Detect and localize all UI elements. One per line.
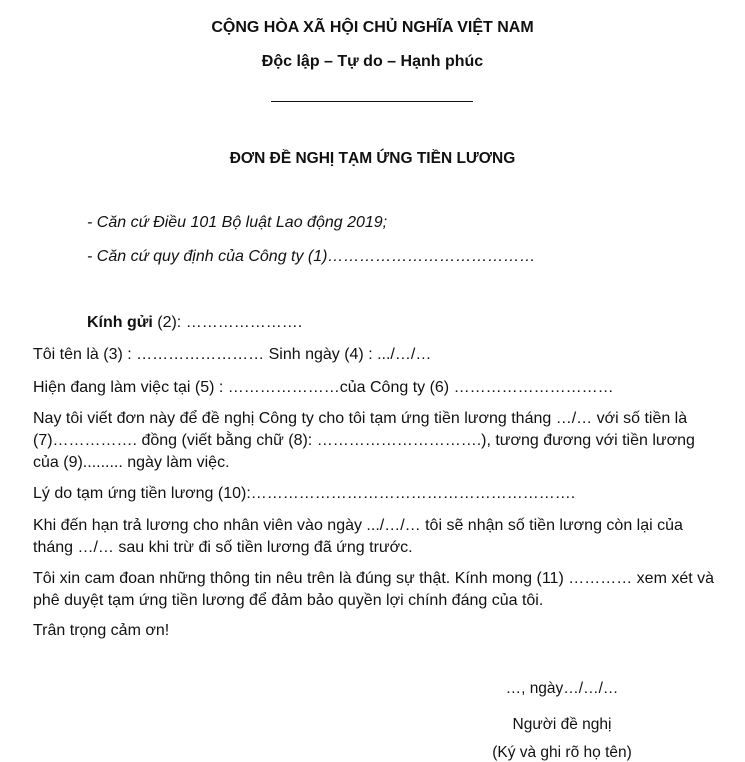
repayment-paragraph: Khi đến hạn trả lương cho nhân viên vào ngày .../…/… tôi sẽ nhận số tiền lương còn lại của tháng …/… sau khi trừ đi số tiền lương đã ứng trước.	[33, 517, 683, 556]
document-title: ĐƠN ĐỀ NGHỊ TẠM ỨNG TIỀN LƯƠNG	[229, 150, 516, 167]
legal-basis-1: - Căn cứ Điều 101 Bộ luật Lao động 2019;	[87, 214, 388, 231]
recipient-line	[87, 314, 302, 332]
recipient-value: (2): ………………….	[152, 314, 303, 331]
recipient-label: Kính gửi	[87, 314, 153, 331]
signature-note: (Ký và ghi rõ họ tên)	[492, 743, 632, 761]
motto-heading: Độc lập – Tự do – Hạnh phúc	[261, 53, 484, 70]
signature-role: Người đề nghị	[512, 715, 612, 733]
applicant-name-line: Tôi tên là (3) : …………………… Sinh ngày (4) : .../…/…	[33, 346, 432, 363]
header-divider	[271, 101, 473, 102]
legal-basis-2: - Căn cứ quy định của Công ty (1)…………………………………	[87, 248, 536, 265]
thanks-line: Trân trọng cảm ơn!	[33, 622, 170, 639]
advance-request-paragraph: Nay tôi viết đơn này để đề nghị Công ty cho tôi tạm ứng tiền lương tháng …/… với số tiền là (7)……………. đồng (viết bằng chữ (8): ………………………….), tương đương với tiền lương của (9)......... ngày làm việc.	[33, 410, 695, 471]
workplace-line: Hiện đang làm việc tại (5) : …………………của Công ty (6) …………………………	[33, 379, 614, 396]
reason-line: Lý do tạm ứng tiền lương (10):…………………………………………………….	[33, 485, 576, 502]
nation-heading: CỘNG HÒA XÃ HỘI CHỦ NGHĨA VIỆT NAM	[211, 19, 534, 36]
pledge-paragraph: Tôi xin cam đoan những thông tin nêu trên là đúng sự thật. Kính mong (11) ………… xem xét và phê duyệt tạm ứng tiền lương để đảm bảo quyền lợi chính đáng của tôi.	[33, 570, 715, 609]
signature-date: …, ngày…/…/…	[505, 679, 619, 697]
